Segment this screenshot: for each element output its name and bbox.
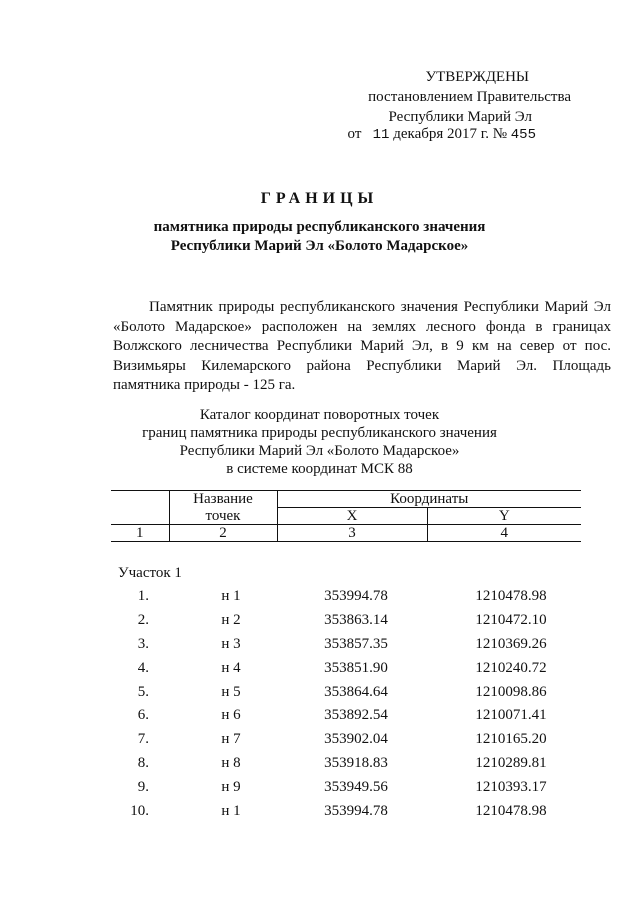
coord-y: 1210098.86	[475, 683, 547, 700]
description-paragraph: Памятник природы республиканского значения Республики Марий Эл «Болото Мадарское» расположен на землях лесного фонда в границах Волжского лесничества Республики Марий Эл, в 9 км на север от пос. Визимьяры Килемарского района Республики Марий Эл. Площадь памятника природы - 125 га.	[113, 299, 611, 393]
table-row	[111, 728, 581, 752]
table-row	[111, 609, 581, 633]
coord-x: 353863.14	[324, 611, 388, 628]
point-name: н 6	[221, 707, 241, 724]
coord-x: 353994.78	[324, 588, 388, 604]
approval-date-rest: декабря 2017 г. №	[393, 126, 508, 142]
table-row	[111, 704, 581, 728]
coord-x: 353902.04	[324, 731, 388, 748]
point-name: н 2	[221, 611, 241, 628]
point-name: н 9	[221, 779, 241, 796]
header-name-2: точек	[169, 508, 277, 525]
coord-x: 353892.54	[324, 707, 388, 724]
col-index-2: 2	[169, 525, 277, 542]
col-index-4: 4	[427, 525, 581, 542]
table-row	[111, 585, 581, 609]
approval-title: УТВЕРЖДЕНЫ	[425, 69, 529, 85]
catalog-line-2: границ памятника природы республиканского значения	[142, 425, 497, 441]
catalog-line-1: Каталог координат поворотных точек	[199, 407, 440, 423]
document-subtitle	[0, 218, 639, 256]
point-name: н 7	[221, 731, 241, 748]
row-number: 1.	[137, 588, 149, 604]
coord-x: 353851.90	[324, 659, 388, 676]
subtitle-line-2: Республики Марий Эл «Болото Мадарское»	[170, 238, 469, 254]
row-number: 7.	[137, 731, 149, 748]
col-index-1: 1	[111, 525, 169, 542]
coord-y: 1210071.41	[475, 707, 547, 724]
coord-x: 353949.56	[324, 779, 388, 796]
table-row	[111, 752, 581, 776]
row-number: 2.	[137, 611, 149, 628]
coord-x: 353994.78	[324, 803, 388, 820]
catalog-heading	[0, 406, 639, 478]
coord-y: 1210393.17	[475, 779, 547, 796]
coord-y: 1210289.81	[475, 755, 547, 772]
header-name-1: Название	[169, 491, 277, 508]
coord-x: 353918.83	[324, 755, 388, 772]
coord-y: 1210369.26	[475, 635, 547, 652]
point-name: н 5	[221, 683, 241, 700]
document-title: ГРАНИЦЫ	[260, 190, 379, 207]
row-number: 3.	[137, 635, 149, 652]
approval-block	[0, 0, 600, 150]
row-number: 8.	[137, 755, 149, 772]
row-number: 5.	[137, 683, 149, 700]
coord-y: 1210240.72	[475, 659, 547, 676]
table-row	[111, 800, 581, 824]
coord-x: 353857.35	[324, 635, 388, 652]
point-name: н 4	[221, 659, 241, 676]
header-x: X	[277, 508, 427, 525]
table-row	[111, 681, 581, 705]
point-name: н 1	[221, 588, 241, 604]
coord-x: 353864.64	[324, 683, 388, 700]
subtitle-line-1: памятника природы республиканского значения	[153, 219, 486, 235]
coord-y: 1210478.98	[475, 803, 547, 820]
coord-y: 1210165.20	[475, 731, 547, 748]
header-y: Y	[427, 508, 581, 525]
point-name: н 1	[221, 803, 241, 820]
catalog-line-3: Республики Марий Эл «Болото Мадарское»	[179, 443, 460, 459]
table-row	[111, 633, 581, 657]
approval-line-2: постановлением Правительства	[368, 89, 571, 105]
row-number: 9.	[137, 779, 149, 796]
coord-y: 1210478.98	[475, 588, 547, 604]
header-coords: Координаты	[277, 491, 581, 508]
col-index-3: 3	[277, 525, 427, 542]
approval-date-line	[348, 125, 536, 145]
table-row	[111, 776, 581, 800]
catalog-line-4: в системе координат МСК 88	[226, 461, 413, 477]
row-number: 4.	[137, 659, 149, 676]
table-row	[111, 657, 581, 681]
point-name: н 3	[221, 635, 241, 652]
approval-line-3: Республики Марий Эл	[388, 109, 532, 125]
coord-y: 1210472.10	[475, 611, 547, 628]
approval-date-prefix: от	[347, 126, 362, 142]
point-name: н 8	[221, 755, 241, 772]
row-number: 6.	[137, 707, 149, 724]
section-label: Участок 1	[118, 565, 182, 581]
row-number: 10.	[130, 803, 149, 820]
approval-date-day: 11	[372, 127, 390, 143]
coordinates-rows	[111, 585, 581, 824]
coordinates-table-header	[111, 490, 581, 542]
approval-number: 455	[510, 127, 536, 143]
